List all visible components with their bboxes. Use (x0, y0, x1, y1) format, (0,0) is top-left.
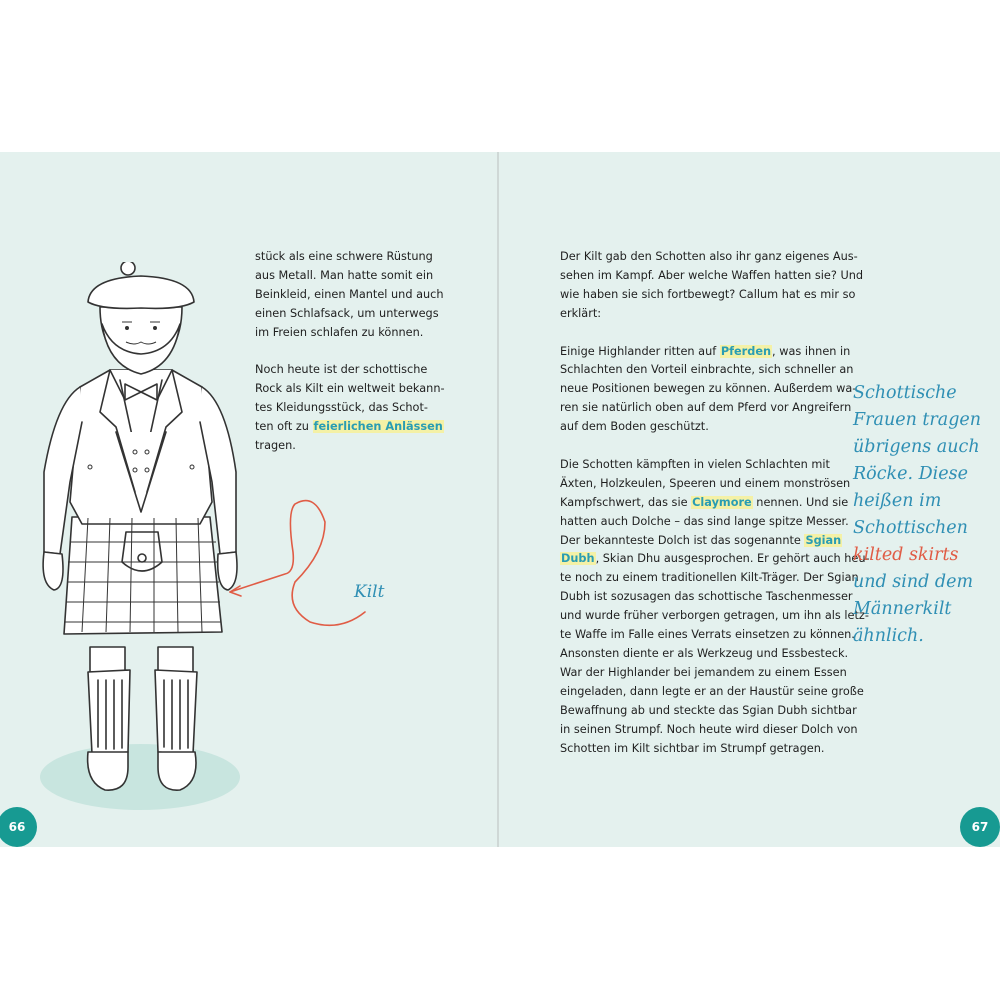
kilt-arrow (225, 492, 375, 632)
text-line: sehen im Kampf. Aber welche Waffen hatten sie? Und (560, 268, 864, 282)
side-note-line: und sind dem (853, 572, 974, 592)
highlight-keyword: Sgian (805, 533, 842, 547)
book-spread (0, 152, 1000, 847)
text-line: Dubh ist sozusagen das schottische Taschenmesser (560, 590, 853, 604)
text-line: wie haben sie sich fortbewegt? Callum hat es mir so (560, 287, 856, 301)
highlight-keyword: Pferden (720, 344, 772, 358)
highlight-keyword: feierlichen Anlässen (313, 420, 443, 434)
text-line: und wurde früher verborgen getragen, um ihn als letz- (560, 609, 869, 623)
text-line (560, 343, 851, 362)
text-fragment: ten oft zu (255, 420, 313, 434)
text-line: aus Metall. Man hatte somit ein (255, 268, 434, 282)
text-line: im Freien schlafen zu können. (255, 325, 424, 339)
page-gutter (497, 152, 499, 847)
text-line: einen Schlafsack, um unterwegs (255, 306, 439, 320)
text-line: Bewaffnung ab und steckte das Sgian Dubh sichtbar (560, 703, 857, 717)
text-line: in seinen Strumpf. Noch heute wird dieser Dolch von (560, 722, 858, 736)
left-paragraph-1 (255, 248, 485, 343)
text-line: ren sie natürlich oben auf dem Pferd vor Angreifern (560, 401, 852, 415)
highlight-keyword: Claymore (692, 495, 752, 509)
text-line: te noch zu einem traditionellen Kilt-Träger. Der Sgian (560, 571, 859, 585)
side-note-line: heißen im (853, 491, 942, 511)
page-number-right: 67 (960, 807, 1000, 847)
text-line: te Waffe im Falle eines Verrats einsetzen zu können. (560, 628, 855, 642)
text-line: Rock als Kilt ein weltweit bekann- (255, 382, 445, 396)
text-line: Beinkleid, einen Mantel und auch (255, 287, 444, 301)
text-line: hatten auch Dolche – das sind lange spitze Messer. (560, 514, 849, 528)
text-line: tragen. (255, 439, 296, 453)
side-note (853, 380, 993, 650)
left-paragraph-2 (255, 361, 485, 456)
page-number-left: 66 (0, 807, 37, 847)
text-line: Ansonsten diente er als Werkzeug und Essbesteck. (560, 647, 849, 660)
highlight-keyword: Dubh (561, 552, 595, 566)
text-fragment: Der bekannteste Dolch ist das sogenannte (560, 533, 805, 547)
text-line: Die Schotten kämpften in vielen Schlachten mit (560, 457, 830, 471)
text-line (560, 494, 849, 513)
text-line: Schotten im Kilt sichtbar im Strumpf getragen. (560, 741, 825, 755)
text-line: auf dem Boden geschützt. (560, 420, 709, 434)
text-line: stück als eine schwere Rüstung (255, 250, 433, 263)
scotsman-illustration (30, 262, 250, 822)
text-fragment: , was ihnen in (772, 344, 851, 358)
text-fragment: Einige Highlander ritten auf (560, 344, 720, 358)
right-paragraph-2 (560, 343, 857, 438)
right-page-text (560, 248, 870, 777)
text-line: Noch heute ist der schottische (255, 363, 428, 377)
right-paragraph-1 (560, 248, 864, 324)
side-note-line: Schottische (853, 383, 957, 403)
text-fragment: nennen. Und sie (752, 495, 849, 509)
text-line: eingeladen, dann legte er an der Haustür seine große (560, 684, 864, 698)
text-line: Schlachten den Vorteil einbrachte, sich schneller an (560, 363, 854, 377)
side-note-line: Frauen tragen (853, 410, 982, 430)
text-line: Äxten, Holzkeulen, Speeren und einem monströsen (560, 476, 851, 490)
text-line (560, 550, 870, 569)
side-note-line: übrigens auch (853, 437, 980, 457)
text-line (560, 532, 845, 551)
text-line: Der Kilt gab den Schotten also ihr ganz eigenes Aus- (560, 250, 858, 263)
right-paragraph-3 (560, 456, 870, 759)
text-line: tes Kleidungsstück, das Schot- (255, 401, 428, 415)
side-note-highlight: kilted skirts (853, 545, 959, 565)
text-line: neue Positionen bewegen zu können. Außerdem wa- (560, 382, 857, 396)
side-note-line: Röcke. Diese (853, 464, 968, 484)
side-note-line: ähnlich. (853, 626, 924, 646)
left-page-text (255, 248, 485, 475)
side-note-line: Männerkilt (853, 599, 952, 619)
text-line: War der Highlander bei jemandem zu einem Essen (560, 665, 847, 679)
text-line (255, 418, 485, 437)
text-fragment: Kampfschwert, das sie (560, 495, 692, 509)
side-note-line: Schottischen (853, 518, 968, 538)
text-line: erklärt: (560, 306, 602, 320)
kilt-label: Kilt (354, 582, 385, 602)
text-fragment: , Skian Dhu ausgesprochen. Er gehört auch heu- (595, 552, 870, 566)
